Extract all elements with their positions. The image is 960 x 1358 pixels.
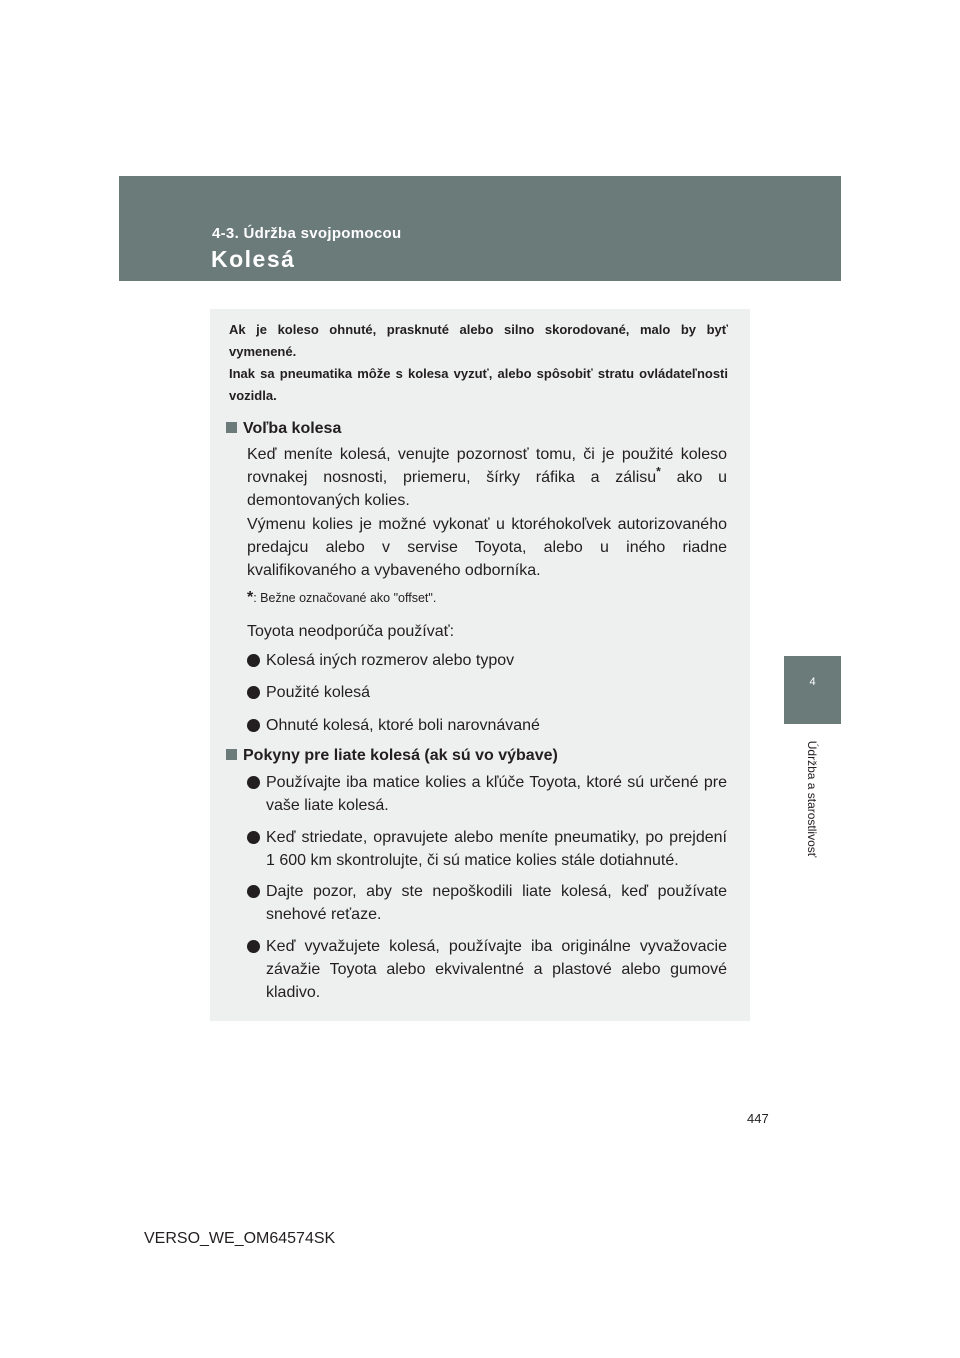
bullet-dot-icon — [247, 686, 260, 699]
content-box — [210, 309, 750, 1021]
intro-text — [229, 319, 728, 407]
bullet-dot-icon — [247, 831, 260, 844]
list-item-text: Keď vyvažujete kolesá, používajte iba originálne vyvažovacie závažie Toyota alebo ekvivalentné a plastové alebo gumové kladivo. — [266, 938, 727, 1001]
bullet-dot-icon — [247, 940, 260, 953]
paragraph-text: Keď meníte kolesá, venujte pozornosť tomu, či je použité koleso rovnakej nosnosti, priemeru, šírky ráfika a zálisu — [247, 446, 727, 486]
chapter-label: Údržba a starostlivosť — [805, 740, 819, 858]
wheel-choice-paragraph-1 — [247, 443, 727, 512]
footnote — [247, 589, 436, 607]
list-item — [247, 681, 727, 704]
heading-alloy-wheels — [226, 745, 558, 767]
section-label: 4-3. Údržba svojpomocou — [212, 225, 402, 242]
list-item — [247, 649, 727, 672]
wheel-choice-paragraph-2: Výmenu kolies je možné vykonať u ktoréhokoľvek autorizovaného predajcu alebo v servise Toyota, alebo u iného riadne kvalifikovaného a vybaveného odborníka. — [247, 516, 727, 579]
bullet-dot-icon — [247, 719, 260, 732]
chapter-tab[interactable] — [784, 656, 841, 724]
asterisk-mark: * — [656, 464, 661, 479]
page-number: 447 — [747, 1111, 769, 1126]
list-item-text: Použité kolesá — [266, 684, 371, 701]
heading-wheel-choice — [226, 418, 341, 440]
list-item-text: Ohnuté kolesá, ktoré boli narovnávané — [266, 717, 540, 734]
square-bullet-icon — [226, 422, 237, 433]
footnote-text: : Bežne označované ako "offset". — [253, 591, 437, 605]
paragraph-text: ako u demontovaných kolies. — [247, 469, 727, 509]
square-bullet-icon — [226, 749, 237, 760]
chapter-number: 4 — [809, 676, 816, 688]
list-item-text: Keď striedate, opravujete alebo meníte pneumatiky, po prejdení 1 600 km skontrolujte, či sú matice kolies stále dotiahnuté. — [266, 829, 727, 869]
bullet-dot-icon — [247, 776, 260, 789]
list-item-text: Kolesá iných rozmerov alebo typov — [266, 652, 515, 669]
list-item-text: Používajte iba matice kolies a kľúče Toyota, ktoré sú určené pre vaše liate kolesá. — [266, 774, 727, 814]
list-item — [247, 880, 727, 926]
heading-text: Pokyny pre liate kolesá (ak sú vo výbave) — [243, 747, 558, 764]
list-item — [247, 935, 727, 1004]
intro-line-2: Inak sa pneumatika môže s kolesa vyzuť, alebo spôsobiť stratu ovládateľnosti vozidla. — [229, 366, 728, 403]
intro-line-1: Ak je koleso ohnuté, prasknuté alebo silno skorodované, malo by byť vymenené. — [229, 322, 728, 359]
document-code: VERSO_WE_OM64574SK — [144, 1230, 336, 1247]
list-item — [247, 714, 727, 737]
list-item — [247, 826, 727, 872]
list-item — [247, 771, 727, 817]
bullet-dot-icon — [247, 885, 260, 898]
recommendation-lead: Toyota neodporúča používať: — [247, 623, 455, 640]
list-item-text: Dajte pozor, aby ste nepoškodili liate kolesá, keď používate snehové reťaze. — [266, 883, 727, 923]
bullet-dot-icon — [247, 654, 260, 667]
header-bar — [119, 176, 841, 281]
page-title: Kolesá — [211, 246, 296, 272]
asterisk-mark: * — [247, 589, 254, 606]
heading-text: Voľba kolesa — [243, 420, 342, 437]
